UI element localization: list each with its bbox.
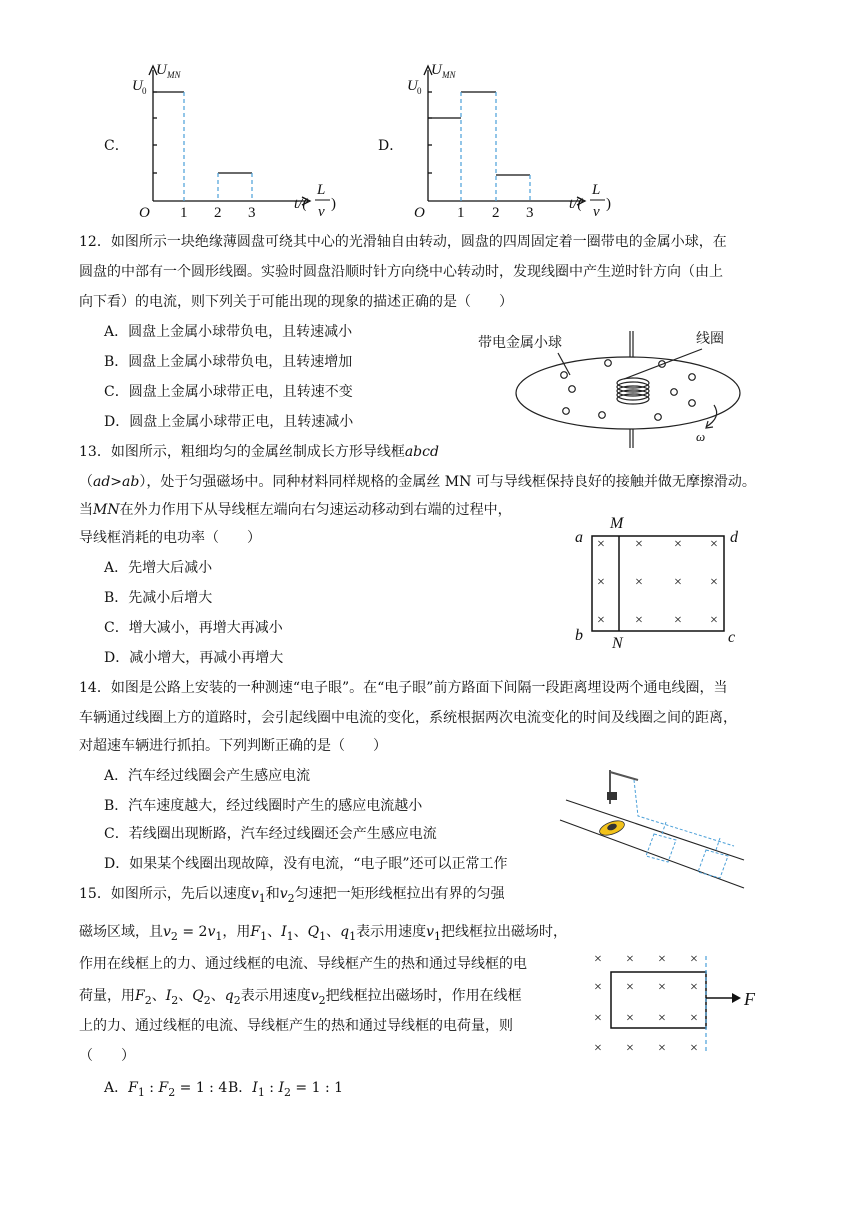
q13-stem-line3: 当MN在外力作用下从导线框左端向右匀速运动移动到右端的过程中，	[79, 502, 512, 518]
graph-c	[120, 60, 350, 220]
speed-camera-figure	[558, 766, 748, 886]
camera-icon	[607, 792, 617, 800]
q15-option-a: A．$F_1$ : $F_2 = 1$ : 4	[104, 1080, 228, 1099]
q13-option-d: D．减小增大，再减小再增大	[104, 650, 284, 666]
svg-text:2: 2	[492, 205, 500, 221]
svg-text:×: ×	[597, 575, 605, 590]
svg-text:v: v	[318, 204, 325, 220]
svg-text:×: ×	[626, 1011, 634, 1026]
corner-b: b	[575, 627, 583, 644]
q12-stem-line2: 圆盘的中部有一个圆形线圈。实验时圆盘沿顺时针方向绕中心转动时，发现线圈中产生逆时针方向（由上	[79, 264, 723, 280]
q15-stem-line4: 荷量，用$F_2$、$I_2$、$Q_2$、$q_2$表示用速度$v_2$把线框拉出磁场时，作用在线框	[79, 988, 522, 1007]
q12-option-a: A．圆盘上金属小球带负电，且转速减小	[104, 324, 353, 340]
corner-a: a	[575, 529, 583, 546]
svg-text:×: ×	[690, 1011, 698, 1026]
svg-text:O: O	[414, 205, 425, 221]
svg-text:t/(: t/(	[569, 196, 583, 212]
graph-d	[395, 60, 625, 220]
option-d-label: D．	[378, 138, 404, 154]
svg-text:×: ×	[626, 1041, 634, 1056]
q12-stem-line1: 12．如图所示一块绝缘薄圆盘可绕其中心的光滑轴自由转动，圆盘的四周固定着一圈带电的金属小球，在	[79, 234, 727, 250]
svg-text:MN: MN	[167, 70, 181, 80]
svg-text:×: ×	[635, 613, 643, 628]
q12-option-b: B．圆盘上金属小球带负电，且转速增加	[104, 354, 353, 370]
frame-figure	[572, 510, 762, 650]
svg-text:×: ×	[597, 613, 605, 628]
svg-text:): )	[331, 196, 336, 212]
svg-text:×: ×	[626, 980, 634, 995]
q14-stem-line3: 对超速车辆进行抓拍。下列判断正确的是（ ）	[79, 738, 387, 754]
svg-text:1: 1	[180, 205, 188, 221]
svg-text:×: ×	[597, 537, 605, 552]
disk-figure	[478, 323, 738, 453]
svg-text:U: U	[431, 62, 442, 78]
magnetic-field-crosses	[594, 952, 698, 1056]
svg-text:×: ×	[674, 613, 682, 628]
option-c-label: C．	[104, 138, 129, 154]
svg-text:1: 1	[457, 205, 465, 221]
svg-text:): )	[606, 196, 611, 212]
q14-option-b: B．汽车速度越大，经过线圈时产生的感应电流越小	[104, 798, 423, 814]
q13-stem-line2: （ad>ab），处于匀强磁场中。同种材料同样规格的金属丝 MN 可与导线框保持良好的接触并做无摩擦滑动。	[79, 474, 756, 490]
pull-frame-figure	[588, 948, 768, 1058]
svg-text:×: ×	[690, 952, 698, 967]
q13-option-b: B．先减小后增大	[104, 590, 213, 606]
svg-text:×: ×	[674, 537, 682, 552]
x-axis-label: t/(	[294, 196, 308, 212]
y-axis-label: U	[156, 62, 167, 78]
svg-text:×: ×	[674, 575, 682, 590]
q15-option-b: B．$I_1$ : $I_2 = 1$ : 1	[228, 1080, 344, 1099]
rod-n: N	[612, 635, 623, 652]
svg-text:×: ×	[658, 980, 666, 995]
svg-text:×: ×	[658, 1041, 666, 1056]
q12-option-c: C．圆盘上金属小球带正电，且转速不变	[104, 384, 353, 400]
svg-text:×: ×	[594, 980, 602, 995]
origin-label: O	[139, 205, 150, 221]
q13-stem-line4: 导线框消耗的电功率（ ）	[79, 530, 261, 546]
svg-text:v: v	[593, 204, 600, 220]
label-charged-balls: 带电金属小球	[478, 335, 562, 351]
svg-text:×: ×	[594, 952, 602, 967]
rod-m: M	[610, 515, 624, 532]
q15-stem-line6: （ ）	[79, 1048, 135, 1064]
q14-option-a: A．汽车经过线圈会产生感应电流	[104, 768, 311, 784]
q14-option-c: C．若线圈出现断路，汽车经过线圈还会产生感应电流	[104, 826, 437, 842]
svg-text:L: L	[592, 182, 601, 198]
svg-text:×: ×	[710, 575, 718, 590]
q13-stem-line1: 13．如图所示，粗细均匀的金属丝制成长方形导线框abcd	[79, 444, 439, 460]
svg-text:2: 2	[214, 205, 222, 221]
svg-text:×: ×	[635, 575, 643, 590]
svg-text:×: ×	[635, 537, 643, 552]
svg-text:×: ×	[594, 1011, 602, 1026]
svg-text:L: L	[317, 182, 326, 198]
q14-stem-line2: 车辆通过线圈上方的道路时，会引起线圈中电流的变化，系统根据两次电流变化的时间及线圈之间的距离，	[79, 710, 737, 726]
q15-stem-line2: 磁场区域，且$v_2 = 2v_1$，用$F_1$、$I_1$、$Q_1$、$q_1$表示用速度$v_1$把线框拉出磁场时，	[79, 924, 568, 943]
svg-text:3: 3	[248, 205, 256, 221]
svg-text:×: ×	[658, 952, 666, 967]
svg-text:×: ×	[594, 1041, 602, 1056]
svg-text:×: ×	[710, 537, 718, 552]
q13-option-a: A．先增大后减小	[104, 560, 213, 576]
svg-text:×: ×	[710, 613, 718, 628]
q13-option-c: C．增大减小，再增大再减小	[104, 620, 283, 636]
svg-text:0: 0	[417, 86, 422, 96]
q15-stem-line3: 作用在线框上的力、通过线框的电流、导线框产生的热和通过导线框的电	[79, 956, 527, 972]
q15-stem-line1: 15．如图所示，先后以速度$v_1$和$v_2$匀速把一矩形线框拉出有界的匀强	[79, 886, 505, 905]
svg-text:3: 3	[526, 205, 534, 221]
q14-option-d: D．如果某个线圈出现故障，没有电流，“电子眼”还可以正常工作	[104, 856, 508, 872]
svg-text:×: ×	[690, 1041, 698, 1056]
svg-text:MN: MN	[442, 70, 456, 80]
force-label: F	[744, 989, 755, 1009]
svg-text:U: U	[407, 78, 418, 94]
corner-d: d	[730, 529, 738, 546]
q14-stem-line1: 14．如图是公路上安装的一种测速“电子眼”。在“电子眼”前方路面下间隔一段距离埋设两个通电线圈，当	[79, 680, 728, 696]
q12-stem-line3: 向下看）的电流，则下列关于可能出现的现象的描述正确的是（ ）	[79, 294, 513, 310]
q15-stem-line5: 上的力、通过线框的电流、导线框产生的热和通过导线框的电荷量，则	[79, 1018, 513, 1034]
svg-text:×: ×	[626, 952, 634, 967]
svg-text:×: ×	[658, 1011, 666, 1026]
svg-text:0: 0	[142, 86, 147, 96]
label-omega: ω	[696, 429, 706, 444]
corner-c: c	[728, 629, 736, 646]
svg-text:×: ×	[690, 980, 698, 995]
u0-label: U	[132, 78, 143, 94]
q12-option-d: D．圆盘上金属小球带正电，且转速减小	[104, 414, 354, 430]
label-coil: 线圈	[696, 331, 724, 347]
